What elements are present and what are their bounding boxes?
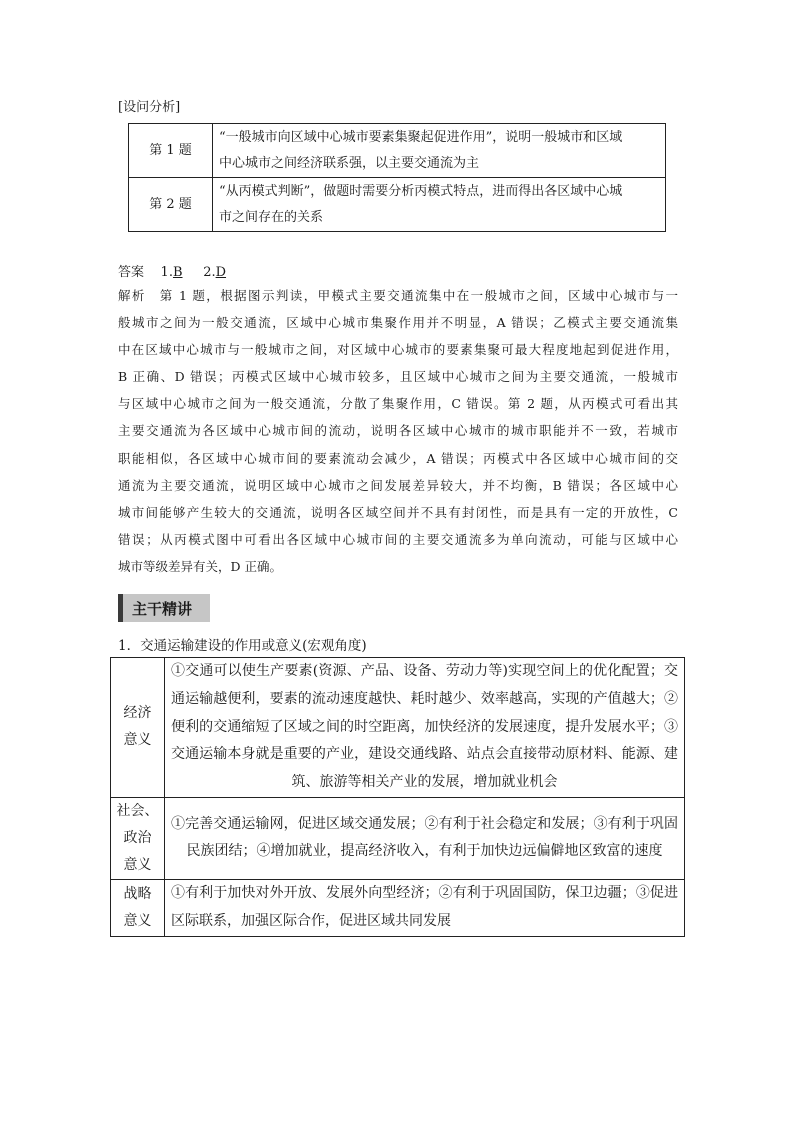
question-label: 第 1 题 <box>129 124 213 178</box>
label-line: 战略 <box>123 885 152 902</box>
label-line: 意义 <box>123 856 152 873</box>
answer-1: B <box>172 265 183 280</box>
label-line: 政治 <box>123 829 152 846</box>
analysis-paragraph <box>118 282 678 580</box>
question-note <box>213 124 666 178</box>
table-row <box>111 879 685 936</box>
note-line: 市之间存在的关系 <box>219 209 324 225</box>
table-row <box>129 178 666 232</box>
question-label: 第 2 题 <box>129 178 213 232</box>
row-content <box>165 879 685 936</box>
analysis-line: 般城市之间为一般交通流，区域中心城市集聚作用并不明显，A 错误；乙模式主要交通流集 <box>118 315 678 331</box>
analysis-line: 职能相似，各区域中心城市间的要素流动会减少，A 错误；丙模式中各区域中心城市间的交 <box>118 450 678 466</box>
subheading: 1．交通运输建设的作用或意义(宏观角度) <box>118 638 367 654</box>
analysis-line: 与区域中心城市之间为一般交通流，分散了集聚作用，C 错误。第 2 题，从丙模式可看出其 <box>118 396 678 412</box>
note-line: 中心城市之间经济联系强，以主要交通流为主 <box>219 155 480 171</box>
section-label: [设问分析] <box>118 100 181 115</box>
analysis-line: 城市间能够产生较大的交通流，说明各区域空间并不具有封闭性，而是具有一定的开放性，C <box>118 504 678 520</box>
content-line: 筑、旅游等相关产业的发展，增加就业机会 <box>291 774 558 791</box>
content-line: 民族团结；④增加就业，提高经济收入，有利于加快边远偏僻地区致富的速度 <box>186 843 663 860</box>
content-line: ①有利于加快对外开放、发展外向型经济；②有利于巩固国防，保卫边疆；③促进 <box>171 884 678 901</box>
banner-accent-bar <box>118 594 123 622</box>
row-content <box>165 658 685 798</box>
answer-line <box>118 261 226 280</box>
content-line: 通运输越便利，要素的流动速度越快、耗时越少、效率越高，实现的产值越大；② <box>171 690 678 707</box>
label-line: 意义 <box>123 912 152 929</box>
content-line: 便利的交通缩短了区域之间的时空距离，加快经济的发展速度，提升发展水平；③ <box>171 718 678 735</box>
row-content <box>165 797 685 879</box>
analysis-line: 通流为主要交通流，说明区域中心城市之间发展差异较大，并不均衡，B 错误；各区域中心 <box>118 477 678 493</box>
content-line: 交通运输本身就是重要的产业，建设交通线路、站点会直接带动原材料、能源、建 <box>171 746 678 763</box>
label-line: 社会、 <box>116 802 159 819</box>
significance-table <box>110 657 685 937</box>
analysis-line: 主要交通流为各区域中心城市间的流动，说明各区域中心城市的城市职能并不一致，若城市 <box>118 423 678 439</box>
analysis-line: 错误；从丙模式图中可看出各区域中心城市间的主要交通流多为单向流动，可能与区域中心 <box>118 531 678 547</box>
banner-title: 主干精讲 <box>132 600 193 618</box>
table-row <box>129 124 666 178</box>
question-note <box>213 178 666 232</box>
note-line: “一般城市向区域中心城市要素集聚起促进作用”，说明一般城市和区域 <box>219 129 623 145</box>
label-line: 意义 <box>123 732 152 749</box>
answer-2: D <box>215 265 227 280</box>
question-analysis-table <box>128 123 666 232</box>
row-label <box>111 797 165 879</box>
answer-1-num: 1. <box>160 265 173 280</box>
analysis-line: 城市等级差异有关，D 正确。 <box>118 558 282 574</box>
table-row <box>111 797 685 879</box>
row-label <box>111 879 165 936</box>
analysis-line: 解析 第 1 题，根据图示判读，甲模式主要交通流集中在一般城市之间，区域中心城市与一 <box>118 288 678 303</box>
analysis-line: B 正确、D 错误；丙模式区域中心城市较多，且区域中心城市之间为主要交通流，一般城市 <box>118 369 678 385</box>
answer-2-num: 2. <box>203 265 216 280</box>
row-label <box>111 658 165 798</box>
content-line: ①交通可以使生产要素(资源、产品、设备、劳动力等)实现空间上的优化配置；交 <box>171 663 678 679</box>
label-line: 经济 <box>123 705 152 722</box>
section-banner <box>118 594 210 622</box>
answer-prefix: 答案 <box>118 265 145 280</box>
analysis-line: 中在区域中心城市与一般城市之间，对区域中心城市的要素集聚可最大程度地起到促进作用， <box>118 342 678 358</box>
content-line: ①完善交通运输网，促进区域交通发展；②有利于社会稳定和发展；③有利于巩固 <box>171 815 678 832</box>
table-row <box>111 658 685 798</box>
content-line: 区际联系，加强区际合作，促进区域共同发展 <box>171 912 451 929</box>
note-line: “从丙模式判断”，做题时需要分析丙模式特点，进而得出各区域中心城 <box>219 183 623 199</box>
